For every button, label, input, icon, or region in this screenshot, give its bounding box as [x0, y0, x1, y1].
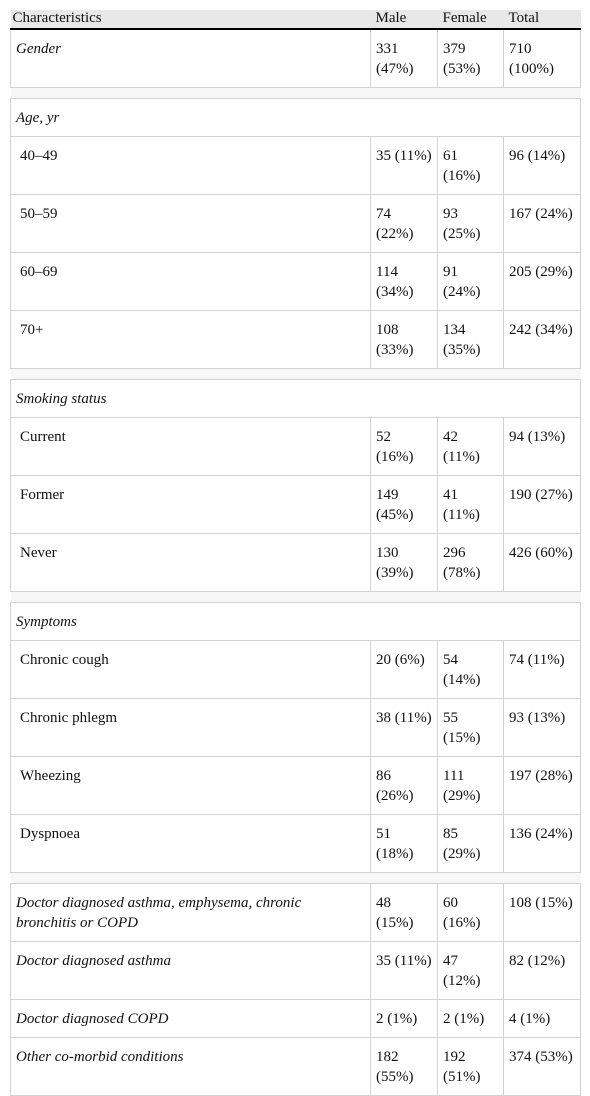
male-cell: 35 (11%) — [371, 942, 438, 1000]
row-label: Dyspnoea — [11, 815, 371, 873]
female-cell: 192 (51%) — [438, 1038, 504, 1096]
row-label: Current — [11, 418, 371, 476]
spacer-cell — [11, 88, 581, 99]
table-row — [11, 942, 581, 1000]
male-cell: 38 (11%) — [371, 699, 438, 757]
total-cell: 82 (12%) — [504, 942, 581, 1000]
section-heading-row — [11, 99, 581, 137]
table-row — [11, 641, 581, 699]
row-label: Doctor diagnosed COPD — [11, 1000, 371, 1038]
female-cell: 2 (1%) — [438, 1000, 504, 1038]
total-cell: 190 (27%) — [504, 476, 581, 534]
row-label: Doctor diagnosed asthma, emphysema, chronic bronchitis or COPD — [11, 884, 371, 942]
spacer-cell — [11, 592, 581, 603]
section-heading: Age, yr — [11, 99, 581, 137]
table-row — [11, 757, 581, 815]
total-cell: 205 (29%) — [504, 253, 581, 311]
male-cell: 52 (16%) — [371, 418, 438, 476]
table-row — [11, 253, 581, 311]
table-row — [11, 1000, 581, 1038]
row-label: Wheezing — [11, 757, 371, 815]
male-cell: 86 (26%) — [371, 757, 438, 815]
male-cell: 331 (47%) — [371, 29, 438, 88]
table-row — [11, 815, 581, 873]
spacer-row — [11, 369, 581, 380]
table-row — [11, 699, 581, 757]
table-row — [11, 137, 581, 195]
male-cell: 130 (39%) — [371, 534, 438, 592]
header-row — [11, 10, 581, 29]
male-cell: 108 (33%) — [371, 311, 438, 369]
spacer-row — [11, 873, 581, 884]
table-row — [11, 195, 581, 253]
male-cell: 182 (55%) — [371, 1038, 438, 1096]
table-body — [11, 29, 581, 1096]
table-row — [11, 29, 581, 88]
female-cell: 134 (35%) — [438, 311, 504, 369]
row-label: 50–59 — [11, 195, 371, 253]
total-cell: 426 (60%) — [504, 534, 581, 592]
spacer-row — [11, 592, 581, 603]
row-label: 60–69 — [11, 253, 371, 311]
total-cell: 167 (24%) — [504, 195, 581, 253]
header-characteristics: Characteristics — [11, 10, 371, 29]
section-heading: Symptoms — [11, 603, 581, 641]
female-cell: 41 (11%) — [438, 476, 504, 534]
row-label: 40–49 — [11, 137, 371, 195]
section-heading-row — [11, 380, 581, 418]
male-cell: 51 (18%) — [371, 815, 438, 873]
table-row — [11, 534, 581, 592]
total-cell: 710 (100%) — [504, 29, 581, 88]
total-cell: 108 (15%) — [504, 884, 581, 942]
female-cell: 111 (29%) — [438, 757, 504, 815]
table-row — [11, 476, 581, 534]
female-cell: 93 (25%) — [438, 195, 504, 253]
table-row — [11, 311, 581, 369]
female-cell: 47 (12%) — [438, 942, 504, 1000]
section-heading: Smoking status — [11, 380, 581, 418]
total-cell: 4 (1%) — [504, 1000, 581, 1038]
total-cell: 197 (28%) — [504, 757, 581, 815]
row-label: Chronic cough — [11, 641, 371, 699]
table-row — [11, 884, 581, 942]
table-header — [11, 10, 581, 29]
characteristics-table-container — [10, 10, 580, 1096]
row-label: Other co-morbid conditions — [11, 1038, 371, 1096]
header-male: Male — [371, 10, 438, 29]
row-label: 70+ — [11, 311, 371, 369]
spacer-cell — [11, 369, 581, 380]
female-cell: 91 (24%) — [438, 253, 504, 311]
table-row — [11, 418, 581, 476]
total-cell: 96 (14%) — [504, 137, 581, 195]
total-cell: 74 (11%) — [504, 641, 581, 699]
female-cell: 85 (29%) — [438, 815, 504, 873]
header-total: Total — [504, 10, 581, 29]
female-cell: 55 (15%) — [438, 699, 504, 757]
male-cell: 48 (15%) — [371, 884, 438, 942]
row-label: Never — [11, 534, 371, 592]
male-cell: 149 (45%) — [371, 476, 438, 534]
row-label: Doctor diagnosed asthma — [11, 942, 371, 1000]
female-cell: 379 (53%) — [438, 29, 504, 88]
male-cell: 35 (11%) — [371, 137, 438, 195]
table-row — [11, 1038, 581, 1096]
characteristics-table — [10, 10, 581, 1096]
row-label: Chronic phlegm — [11, 699, 371, 757]
row-label: Former — [11, 476, 371, 534]
female-cell: 54 (14%) — [438, 641, 504, 699]
row-label: Gender — [11, 29, 371, 88]
section-heading-row — [11, 603, 581, 641]
male-cell: 74 (22%) — [371, 195, 438, 253]
total-cell: 374 (53%) — [504, 1038, 581, 1096]
male-cell: 20 (6%) — [371, 641, 438, 699]
total-cell: 93 (13%) — [504, 699, 581, 757]
total-cell: 242 (34%) — [504, 311, 581, 369]
total-cell: 136 (24%) — [504, 815, 581, 873]
header-female: Female — [438, 10, 504, 29]
total-cell: 94 (13%) — [504, 418, 581, 476]
female-cell: 296 (78%) — [438, 534, 504, 592]
female-cell: 61 (16%) — [438, 137, 504, 195]
male-cell: 2 (1%) — [371, 1000, 438, 1038]
spacer-cell — [11, 873, 581, 884]
spacer-row — [11, 88, 581, 99]
female-cell: 42 (11%) — [438, 418, 504, 476]
male-cell: 114 (34%) — [371, 253, 438, 311]
female-cell: 60 (16%) — [438, 884, 504, 942]
